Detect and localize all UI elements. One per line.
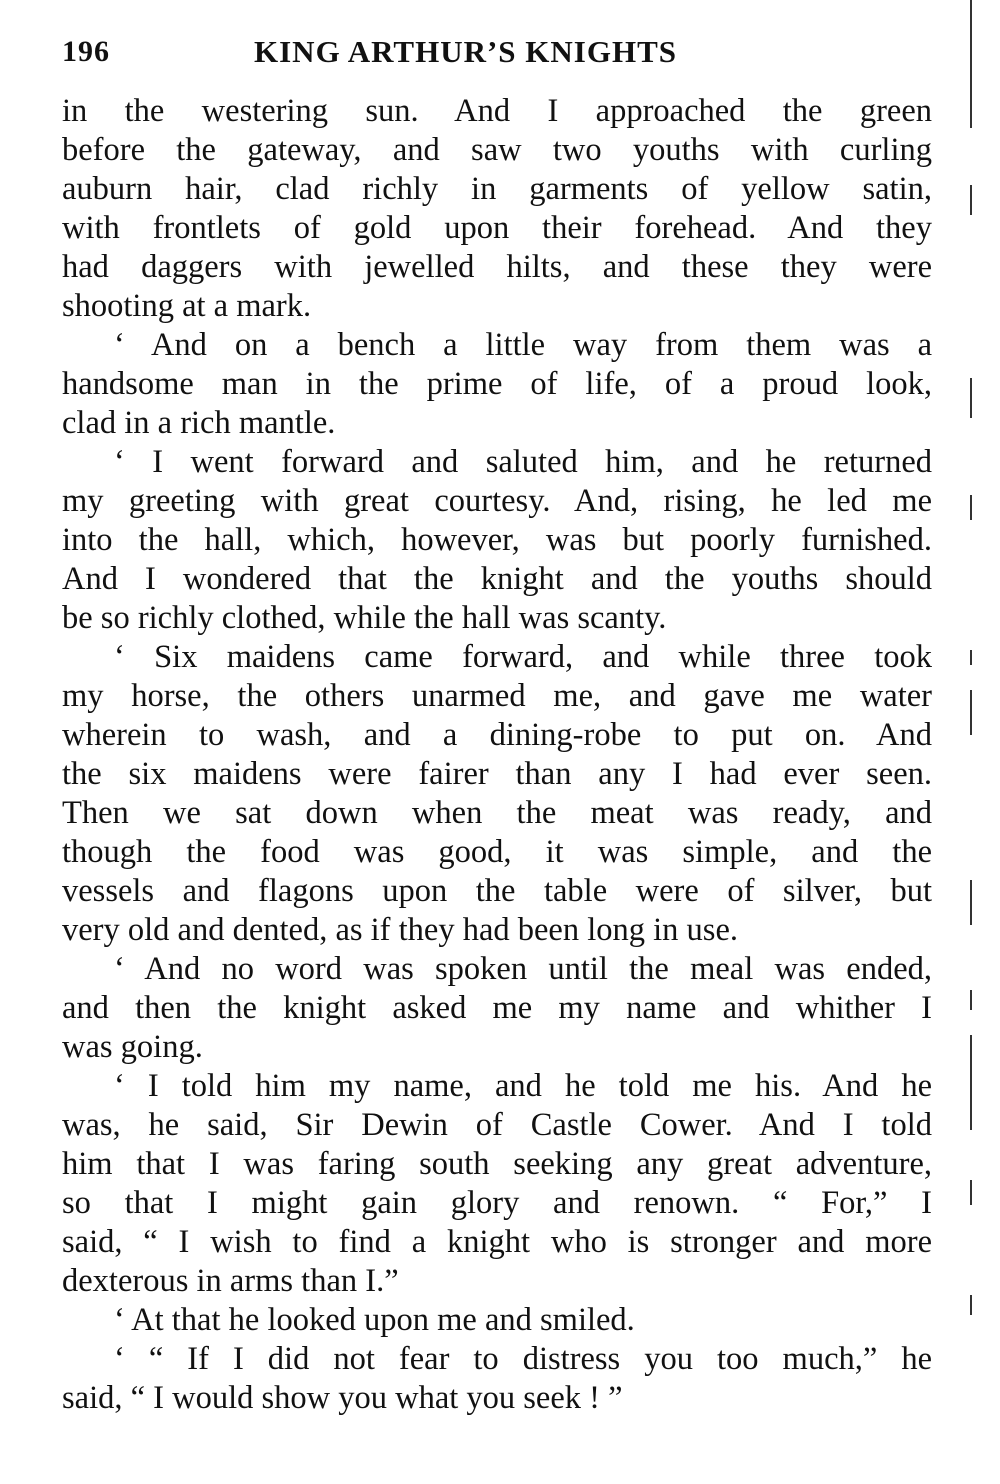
text-line: and then the knight asked me my name and whither I xyxy=(62,990,932,1026)
text-line: vessels and flagons upon the table were of silver, but xyxy=(62,873,932,909)
running-head xyxy=(62,30,932,74)
text-line: ‘ And no word was spoken until the meal was ended, xyxy=(114,951,932,987)
text-line: auburn hair, clad richly in garments of yellow satin, xyxy=(62,171,932,207)
scan-margin-line xyxy=(970,1035,972,1130)
text-line: said, “ I wish to find a knight who is stronger and more xyxy=(62,1224,932,1260)
text-line: my horse, the others unarmed me, and gave me water xyxy=(62,678,932,714)
text-line: into the hall, which, however, was but poorly furnished. xyxy=(62,522,932,558)
text-line: ‘ I went forward and saluted him, and he returned xyxy=(114,444,932,480)
text-line: before the gateway, and saw two youths with curling xyxy=(62,132,932,168)
text-line: ‘ I told him my name, and he told me his. And he xyxy=(114,1068,932,1104)
scan-margin-line xyxy=(970,880,972,925)
text-line: wherein to wash, and a dining-robe to put on. And xyxy=(62,717,932,753)
scan-margin-line xyxy=(970,0,972,128)
text-line: be so richly clothed, while the hall was scanty. xyxy=(62,600,667,636)
running-title: KING ARTHUR’S KNIGHTS xyxy=(254,34,677,69)
text-line: him that I was faring south seeking any great adventure, xyxy=(62,1146,932,1182)
text-line: very old and dented, as if they had been long in use. xyxy=(62,912,738,948)
text-line: with frontlets of gold upon their forehead. And they xyxy=(62,210,932,246)
scan-margin-line xyxy=(970,990,972,1010)
text-line: ‘ And on a bench a little way from them was a xyxy=(114,327,932,363)
text-line: my greeting with great courtesy. And, rising, he led me xyxy=(62,483,932,519)
text-line: ‘ Six maidens came forward, and while three took xyxy=(114,639,932,675)
scan-margin-line xyxy=(970,650,972,665)
page-number: 196 xyxy=(62,35,110,68)
text-line: ‘ At that he looked upon me and smiled. xyxy=(114,1302,635,1338)
scan-margin-line xyxy=(970,378,972,418)
scan-margin-line xyxy=(970,1295,972,1315)
scan-margin-line xyxy=(970,690,972,735)
text-line: was going. xyxy=(62,1029,203,1065)
text-line: said, “ I would show you what you seek ! ” xyxy=(62,1380,623,1416)
scan-margin-line xyxy=(970,495,972,520)
text-line: had daggers with jewelled hilts, and these they were xyxy=(62,249,932,285)
text-line: And I wondered that the knight and the youths should xyxy=(62,561,932,597)
body-text xyxy=(62,92,932,1418)
text-line: dexterous in arms than I.” xyxy=(62,1263,399,1299)
text-line: handsome man in the prime of life, of a proud look, xyxy=(62,366,932,402)
scan-margin-line xyxy=(970,1180,972,1205)
text-line: shooting at a mark. xyxy=(62,288,312,324)
text-line: was, he said, Sir Dewin of Castle Cower. And I told xyxy=(62,1107,932,1143)
text-line: Then we sat down when the meat was ready, and xyxy=(62,795,932,831)
text-line: so that I might gain glory and renown. “ For,” I xyxy=(62,1185,932,1221)
text-line: the six maidens were fairer than any I had ever seen. xyxy=(62,756,932,792)
text-line: though the food was good, it was simple, and the xyxy=(62,834,932,870)
text-line: clad in a rich mantle. xyxy=(62,405,336,441)
text-line: in the westering sun. And I approached the green xyxy=(62,93,932,129)
text-line: ‘ “ If I did not fear to distress you too much,” he xyxy=(114,1341,932,1377)
scan-margin-line xyxy=(970,185,972,215)
